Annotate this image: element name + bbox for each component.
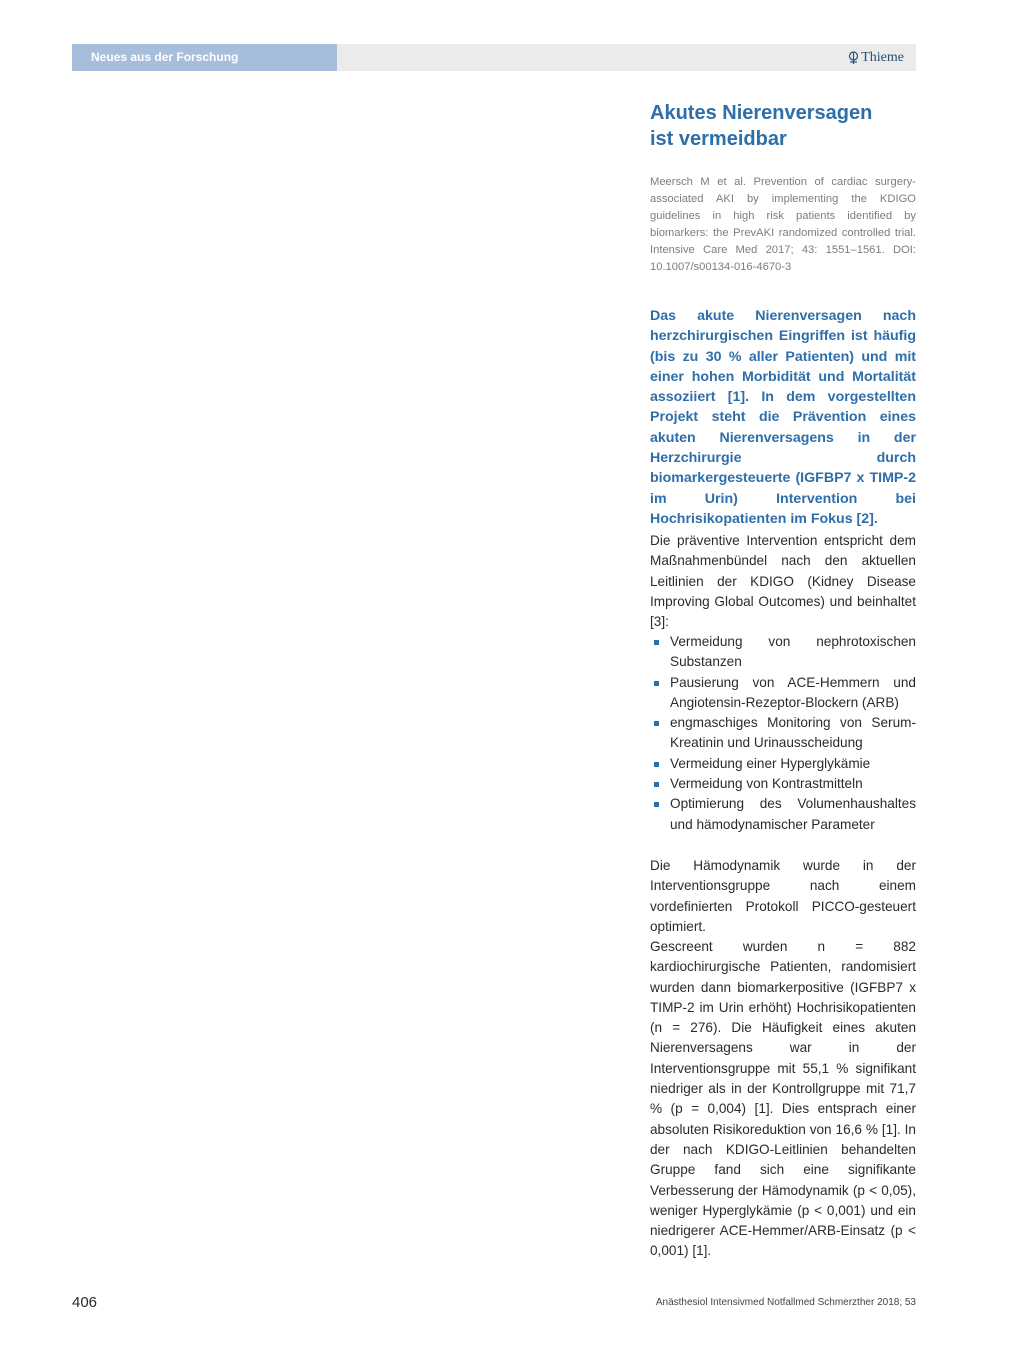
list-item-text: Vermeidung einer Hyperglykämie bbox=[670, 755, 871, 771]
list-item-text: Optimierung des Volumenhaushaltes und hämodynamischer Parameter bbox=[670, 796, 916, 832]
list-item bbox=[650, 774, 916, 794]
list-item bbox=[650, 673, 916, 714]
title-line-1: Akutes Nierenversagen bbox=[650, 102, 873, 124]
body-paragraph-3: Gescreent wurden n = 882 kardiochirurgische Patienten, randomisiert wurden dann biomarkerpositive (IGFBP7 x TIMP-2 im Urin erhöht) Hochrisikopatienten (n = 276). Die Häufigkeit eines akuten Nierenversagens war in der Interventionsgruppe mit 55,1 % signifikant niedriger als in der Kontrollgruppe mit 71,7 % (p = 0,004) [1]. Dies entsprach einer absoluten Risikoreduktion von 16,6 % [1]. In der nach KDIGO-Leitlinien behandelten Gruppe fand sich eine signifikante Verbesserung der Hämodynamik (p < 0,05), weniger Hyperglykämie (p < 0,001) und ein niedrigerer ACE-Hemmer/ARB-Einsatz (p < 0,001) [1]. bbox=[650, 939, 916, 1259]
publisher-emblem-icon bbox=[848, 51, 859, 65]
list-item-text: Pausierung von ACE-Hemmern und Angiotensin-Rezeptor-Blockern (ARB) bbox=[670, 674, 916, 710]
list-item-text: Vermeidung von nephrotoxischen Substanzen bbox=[670, 634, 916, 670]
square-bullet-icon bbox=[654, 721, 659, 726]
citation: Meersch M et al. Prevention of cardiac surgery-associated AKI by implementing the KDIGO guidelines in high risk patients identified by biomarkers: the PrevAKI randomized controlled trial. Intensive Care Med 2017; 43: 1551–1561. DOI: 10.1007/s00134-016-4670-3 bbox=[650, 176, 916, 273]
list-item bbox=[650, 754, 916, 774]
square-bullet-icon bbox=[654, 762, 659, 767]
article-title bbox=[650, 100, 916, 152]
square-bullet-icon bbox=[654, 640, 659, 645]
section-label: Neues aus der Forschung bbox=[91, 50, 239, 64]
lead-paragraph: Das akute Nierenversagen nach herzchirurgischen Eingriffen ist häufig (bis zu 30 % aller Patienten) und mit einer hohen Morbidität und Mortalität assoziiert [1]. In dem vorgestellten Projekt steht die Prävention eines akuten Nierenversagens in der Herzchirurgie durch biomarkergesteuerte (IGFBP7 x TIMP-2 im Urin) Intervention bei Hochrisikopatienten im Fokus [2]. bbox=[650, 308, 916, 527]
square-bullet-icon bbox=[654, 802, 659, 807]
publisher-name: Thieme bbox=[861, 50, 904, 65]
running-header bbox=[72, 44, 916, 71]
title-line-2: ist vermeidbar bbox=[650, 128, 787, 150]
body-paragraph-2: Die Hämodynamik wurde in der Interventionsgruppe nach einem vordefinierten Protokoll PICCO-gesteuert optimiert. bbox=[650, 858, 916, 934]
section-tab bbox=[72, 44, 337, 71]
intervention-list bbox=[650, 632, 916, 835]
list-item bbox=[650, 794, 916, 835]
list-item-text: engmaschiges Monitoring von Serum-Kreatinin und Urinausscheidung bbox=[670, 715, 916, 751]
list-item bbox=[650, 713, 916, 754]
square-bullet-icon bbox=[654, 681, 659, 686]
publisher-logo bbox=[848, 50, 904, 66]
list-item-text: Vermeidung von Kontrastmitteln bbox=[670, 776, 863, 792]
journal-reference: Anästhesiol Intensivmed Notfallmed Schmerzther 2018; 53 bbox=[655, 1297, 916, 1308]
body-paragraph-1: Die präventive Intervention entspricht dem Maßnahmenbündel nach den aktuellen Leitlinien der KDIGO (Kidney Disease Improving Global Outcomes) und beinhaltet [3]: bbox=[650, 533, 916, 630]
list-item bbox=[650, 632, 916, 673]
page-number: 406 bbox=[72, 1294, 98, 1311]
square-bullet-icon bbox=[654, 782, 659, 787]
